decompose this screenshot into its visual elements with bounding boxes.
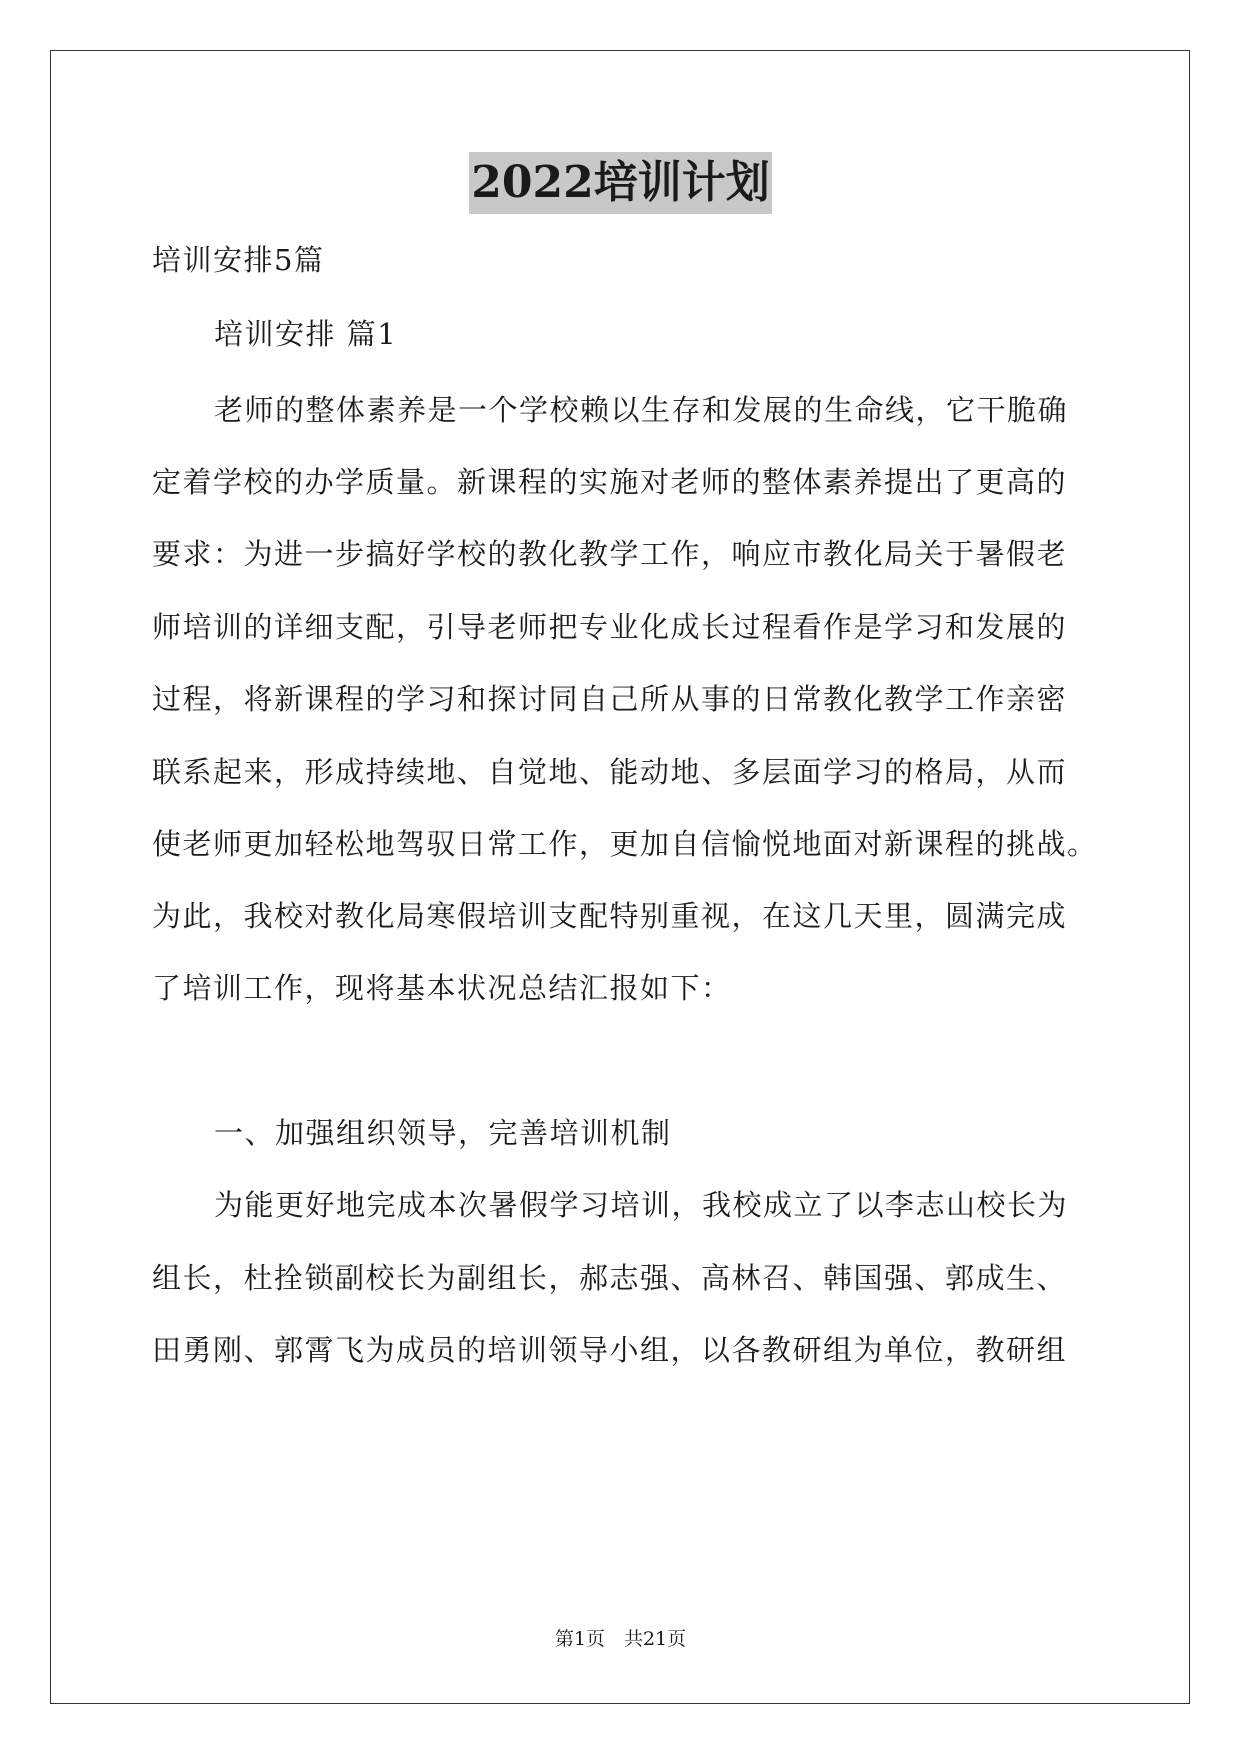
- paragraph-line: 定着学校的办学质量。新课程的实施对老师的整体素养提出了更高的: [152, 465, 1068, 499]
- paragraph-line: 老师的整体素养是一个学校赖以生存和发展的生命线，它干脆确: [214, 393, 1069, 427]
- document-subtitle: 培训安排5篇: [152, 243, 325, 277]
- paragraph-line: 为此，我校对教化局寒假培训支配特别重视，在这几天里，圆满完成: [152, 899, 1068, 933]
- page-border: [50, 50, 1190, 1704]
- paragraph-line: 过程，将新课程的学习和探讨同自己所从事的日常教化教学工作亲密: [152, 682, 1068, 716]
- section-heading: 培训安排 篇1: [214, 317, 398, 351]
- paragraph-line: 要求：为进一步搞好学校的教化教学工作，响应市教化局关于暑假老: [152, 537, 1068, 571]
- paragraph-line: 了培训工作，现将基本状况总结汇报如下：: [152, 971, 732, 1005]
- page-footer: 第1页 共21页: [554, 1628, 687, 1650]
- paragraph-line: 联系起来，形成持续地、自觉地、能动地、多层面学习的格局，从而: [152, 755, 1068, 789]
- paragraph-line: 为能更好地完成本次暑假学习培训，我校成立了以李志山校长为: [214, 1188, 1069, 1222]
- document-title: 2022培训计划: [469, 152, 771, 214]
- paragraph-line: 田勇刚、郭霄飞为成员的培训领导小组，以各教研组为单位，教研组: [152, 1333, 1068, 1367]
- paragraph-line: 组长，杜拴锁副校长为副组长，郝志强、高林召、韩国强、郭成生、: [152, 1261, 1068, 1295]
- paragraph-line: 师培训的详细支配，引导老师把专业化成长过程看作是学习和发展的: [152, 610, 1068, 644]
- paragraph-line: 使老师更加轻松地驾驭日常工作，更加自信愉悦地面对新课程的挑战。: [152, 827, 1098, 861]
- title-container: [0, 152, 1241, 214]
- subheading: 一、加强组织领导，完善培训机制: [214, 1116, 672, 1150]
